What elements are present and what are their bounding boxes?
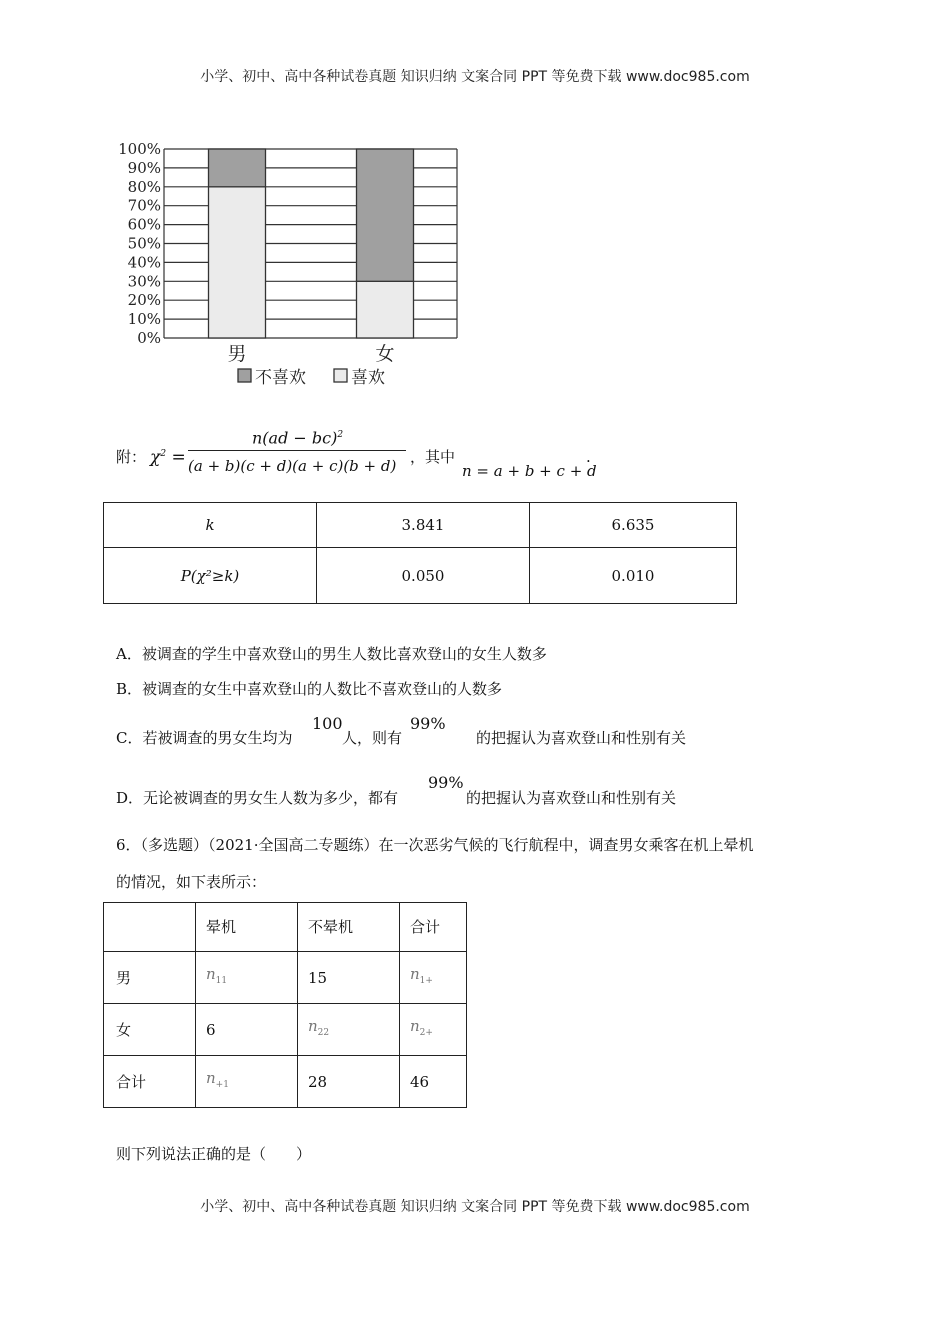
chart-legend [238,368,385,388]
y-tick-label: 90% [127,158,161,177]
y-tick-label: 60% [127,215,161,234]
row-total-label: 合计 [104,1056,196,1108]
cell-male-not: 15 [298,952,400,1004]
option-d-percent: 99% [428,773,464,792]
col-airsick: 晕机 [196,903,298,952]
question6-line2: 的情况，如下表所示： [116,873,267,891]
stacked-bar-chart [110,138,470,398]
k-value-1: 3.841 [317,503,530,548]
option-c-part2: 人，则有 [342,729,403,747]
option-b: B．被调查的女生中喜欢登山的人数比不喜欢登山的人数多 [116,680,503,698]
cell-n2plus: $n_{2+}$ [400,1004,467,1056]
critical-value-table [103,502,737,604]
row-male-label: 男 [104,952,196,1004]
n-definition: n = a + b + c + d [462,462,597,480]
legend-label: 不喜欢 [255,368,306,388]
k-header: k [104,503,317,548]
option-d-part2: 的把握认为喜欢登山和性别有关 [466,789,677,807]
legend-swatch [238,369,251,382]
page-footer: 小学、初中、高中各种试卷真题 知识归纳 文案合同 PPT 等免费下载 www.doc985.com [200,1199,750,1215]
y-tick-label: 80% [127,177,161,196]
k-value-2: 6.635 [530,503,737,548]
chi-symbol: $\chi^2$ = [150,447,186,468]
bar-segment [209,149,266,187]
cell-n22: $n_{22}$ [298,1004,400,1056]
cell-total-not: 28 [298,1056,400,1108]
formula-end: . [586,448,591,466]
bar-segment [357,149,414,281]
page-header: 小学、初中、高中各种试卷真题 知识归纳 文案合同 PPT 等免费下载 www.doc985.com [200,69,750,85]
col-not-airsick: 不晕机 [298,903,400,952]
bar-segment [209,187,266,338]
row-female-label: 女 [104,1004,196,1056]
x-category-label: 男 [227,343,247,365]
option-c-number: 100 [312,714,343,733]
y-tick-label: 40% [127,253,161,272]
y-tick-label: 0% [137,329,161,347]
legend-swatch [334,369,347,382]
bar-segment [357,281,414,338]
table-corner [104,903,196,952]
cell-grand-total: 46 [400,1056,467,1108]
formula-middle: ，其中 [410,448,456,466]
x-axis-labels [227,343,394,365]
cell-n1plus: $n_{1+}$ [400,952,467,1004]
y-tick-label: 10% [127,310,161,329]
cell-nplus1: $n_{+1}$ [196,1056,298,1108]
cell-female-sick: 6 [196,1004,298,1056]
y-tick-label: 20% [127,291,161,310]
option-c-part1: C．若被调查的男女生均为 [116,729,293,747]
legend-label: 喜欢 [351,368,385,388]
y-tick-label: 100% [118,140,161,158]
y-tick-label: 70% [127,196,161,215]
y-axis-ticks [118,140,161,347]
formula-numerator: n(ad − bc)$^2$ [252,428,344,448]
airsickness-table [103,902,467,1108]
option-d-part1: D．无论被调查的男女生人数为多少，都有 [116,789,399,807]
col-total: 合计 [400,903,467,952]
y-tick-label: 30% [127,272,161,291]
cell-n11: $n_{11}$ [196,952,298,1004]
formula-denominator: (a + b)(c + d)(a + c)(b + d) [188,457,397,475]
option-c-part3: 的把握认为喜欢登山和性别有关 [476,729,687,747]
option-a: A．被调查的学生中喜欢登山的男生人数比喜欢登山的女生人数多 [116,645,547,663]
x-category-label: 女 [375,343,395,365]
fraction-bar [188,450,406,451]
question6-line1: 6．（多选题）（2021·全国高二专题练）在一次恶劣气候的飞行航程中，调查男女乘客在机上晕机 [116,836,754,854]
p-value-2: 0.010 [530,548,737,604]
appendix-prefix: 附： [116,448,147,466]
option-c-percent: 99% [410,714,446,733]
question6-final: 则下列说法正确的是（ ） [116,1145,312,1163]
p-value-1: 0.050 [317,548,530,604]
p-header: P(χ²≥k) [104,548,317,604]
y-tick-label: 50% [127,234,161,253]
